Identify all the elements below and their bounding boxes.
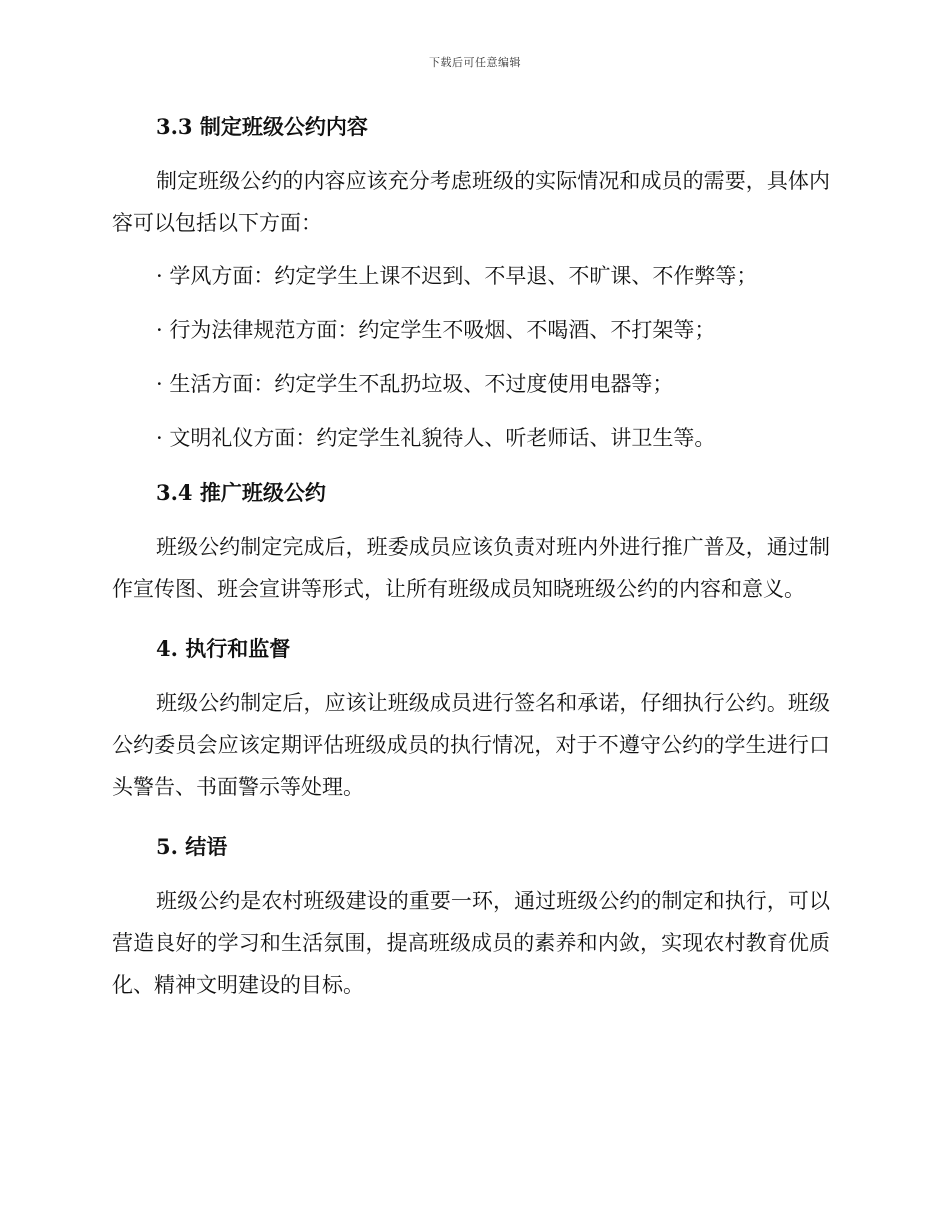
section-3-4-body: 班级公约制定完成后，班委成员应该负责对班内外进行推广普及，通过制作宣传图、班会宣讲等形式，让所有班级成员知晓班级公约的内容和意义。 (112, 535, 830, 601)
section-3-3-intro: 制定班级公约的内容应该充分考虑班级的实际情况和成员的需要，具体内容可以包括以下方面： (112, 169, 830, 235)
section-5-heading: 5. 结语 (156, 834, 228, 859)
bullet-item: · 文明礼仪方面：约定学生礼貌待人、听老师话、讲卫生等。 (156, 426, 716, 450)
section-4-heading: 4. 执行和监督 (156, 636, 291, 661)
bullet-item: · 学风方面：约定学生上课不迟到、不早退、不旷课、不作弊等； (156, 264, 758, 288)
page-header: 下载后可任意编辑 (429, 56, 521, 69)
section-5-body: 班级公约是农村班级建设的重要一环，通过班级公约的制定和执行，可以营造良好的学习和生活氛围，提高班级成员的素养和内敛，实现农村教育优质化、精神文明建设的目标。 (112, 889, 830, 997)
bullet-item: · 生活方面：约定学生不乱扔垃圾、不过度使用电器等； (156, 372, 674, 396)
bullet-item: · 行为法律规范方面：约定学生不吸烟、不喝酒、不打架等； (156, 318, 716, 342)
section-3-4-heading: 3.4 推广班级公约 (156, 480, 326, 505)
section-4-body: 班级公约制定后，应该让班级成员进行签名和承诺，仔细执行公约。班级公约委员会应该定期评估班级成员的执行情况，对于不遵守公约的学生进行口头警告、书面警示等处理。 (112, 691, 830, 799)
section-3-3-heading: 3.3 制定班级公约内容 (156, 114, 368, 139)
document-body (112, 108, 830, 1006)
